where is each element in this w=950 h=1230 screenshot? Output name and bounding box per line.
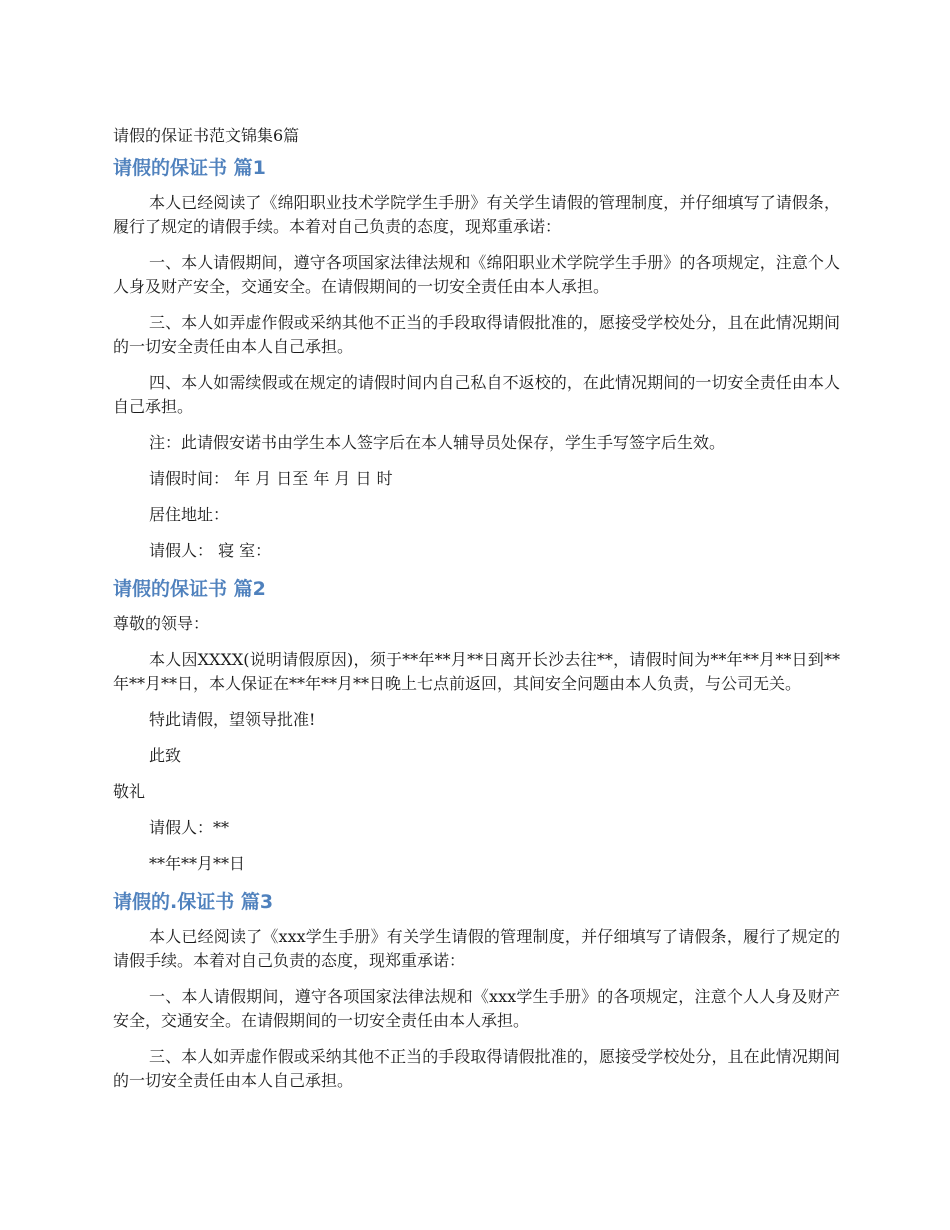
section-2 [113, 575, 840, 876]
section-3 [113, 888, 840, 1093]
section-heading: 请假的.保证书 篇3 [113, 891, 274, 913]
document-page [113, 124, 840, 1105]
date-line: **年**月**日 [149, 854, 246, 873]
paragraph: 一、本人请假期间，遵守各项国家法律法规和《绵阳职业术学院学生手册》的各项规定，注意个人人身及财产安全，交通安全。在请假期间的一切安全责任由本人承担。 [113, 253, 840, 296]
address-line: 居住地址： [149, 505, 230, 524]
note-paragraph: 注：此请假安诺书由学生本人签字后在本人辅导员处保存，学生手写签字后生效。 [149, 433, 726, 452]
signature-line: 请假人：** [149, 818, 230, 837]
closing: 敬礼 [113, 782, 146, 801]
paragraph: 本人因XXXX(说明请假原因)，须于**年**月**日离开长沙去往**，请假时间为**年**月**日到**年**月**日，本人保证在**年**月**日晚上七点前返回，其间安全问题由本人负责，与公司无关。 [113, 650, 840, 693]
paragraph: 特此请假，望领导批准! [149, 710, 316, 729]
leave-time-line: 请假时间： 年 月 日至 年 月 日 时 [149, 469, 393, 488]
salutation: 尊敬的领导： [113, 614, 210, 633]
paragraph: 三、本人如弄虚作假或采纳其他不正当的手段取得请假批准的，愿接受学校处分，且在此情况期间的一切安全责任由本人自己承担。 [113, 1047, 840, 1090]
paragraph: 四、本人如需续假或在规定的请假时间内自己私自不返校的，在此情况期间的一切安全责任由本人自己承担。 [113, 373, 840, 416]
paragraph: 本人已经阅读了《xxx学生手册》有关学生请假的管理制度，并仔细填写了请假条，履行了规定的请假手续。本着对自己负责的态度，现郑重承诺： [113, 927, 840, 970]
section-heading: 请假的保证书 篇2 [113, 578, 266, 600]
paragraph: 此致 [149, 746, 182, 765]
paragraph: 一、本人请假期间，遵守各项国家法律法规和《xxx学生手册》的各项规定，注意个人人身及财产安全，交通安全。在请假期间的一切安全责任由本人承担。 [113, 987, 840, 1030]
section-1 [113, 154, 840, 563]
paragraph: 三、本人如弄虚作假或采纳其他不正当的手段取得请假批准的，愿接受学校处分，且在此情况期间的一切安全责任由本人自己承担。 [113, 313, 840, 356]
section-heading: 请假的保证书 篇1 [113, 157, 266, 179]
document-title: 请假的保证书范文锦集6篇 [113, 126, 300, 145]
paragraph: 本人已经阅读了《绵阳职业技术学院学生手册》有关学生请假的管理制度，并仔细填写了请假条，履行了规定的请假手续。本着对自己负责的态度，现郑重承诺： [113, 193, 840, 236]
applicant-line: 请假人： 寝 室： [149, 541, 272, 560]
